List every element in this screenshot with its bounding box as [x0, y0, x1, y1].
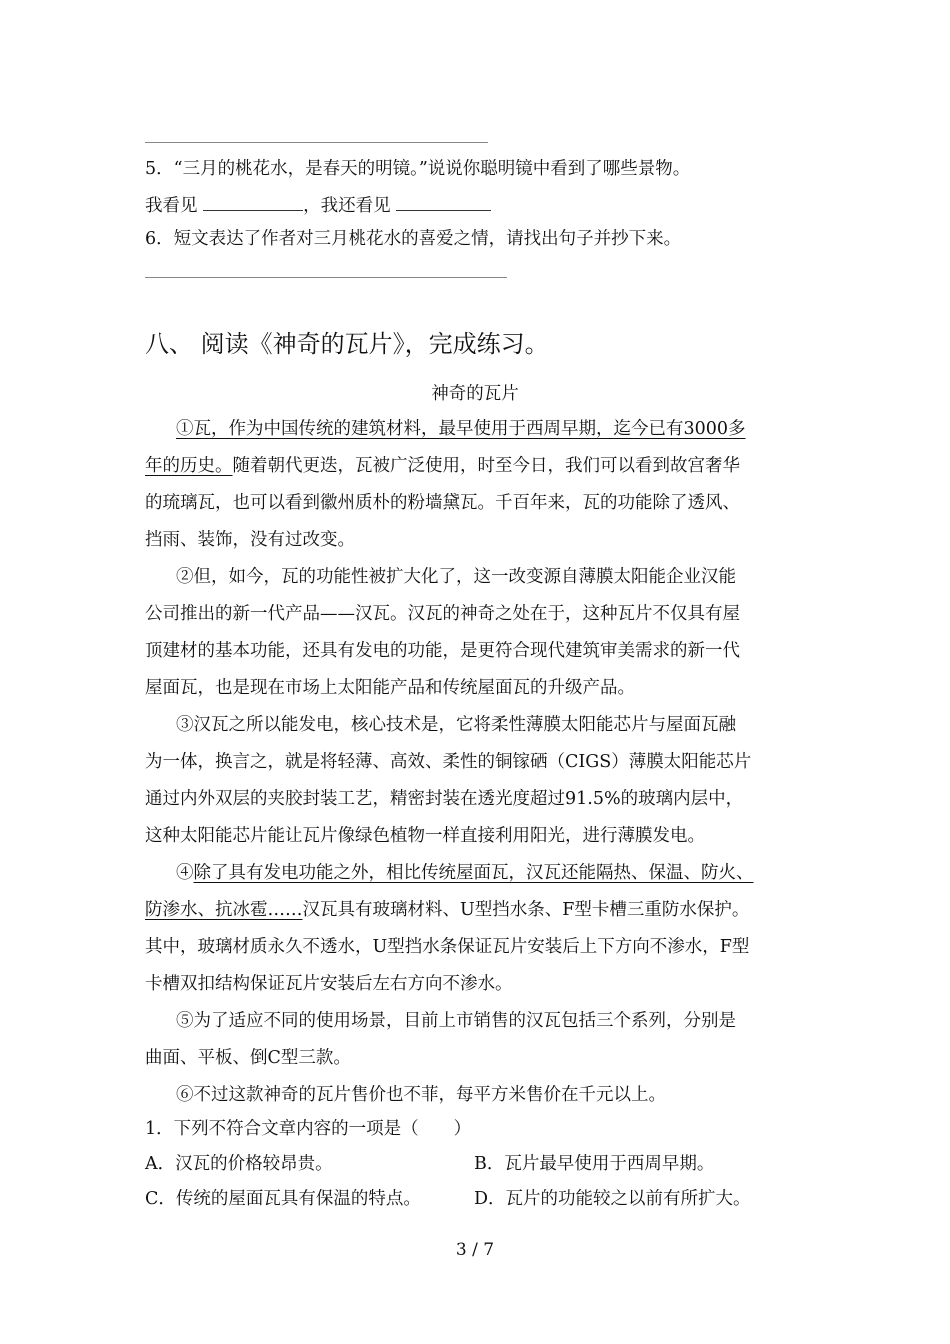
question-5-fill — [145, 192, 491, 218]
paragraph-line — [145, 898, 749, 922]
blank-input-a[interactable] — [203, 192, 303, 211]
underlined-sentence: ①瓦，作为中国传统的建筑材料，最早使用于西周早期，迄今已有3000多 — [176, 419, 746, 439]
section-title: 八、 阅读《神奇的瓦片》，完成练习。 — [145, 330, 549, 358]
answer-line — [145, 277, 507, 278]
paragraph-line: ⑥不过这款神奇的瓦片售价也不菲，每平方米售价在千元以上。 — [176, 1085, 666, 1105]
paragraph-line: ⑤为了适应不同的使用场景，目前上市销售的汉瓦包括三个系列，分别是 — [176, 1011, 736, 1031]
text-span: 汉瓦具有玻璃材料、U型挡水条、F型卡槽三重防水保护。 — [302, 900, 750, 920]
paragraph-line: ②但，如今，瓦的功能性被扩大化了，这一改变源自薄膜太阳能企业汉能 — [176, 567, 736, 587]
option-a[interactable]: A．汉瓦的价格较昂贵。 — [145, 1154, 333, 1174]
mcq-stem: 1．下列不符合文章内容的一项是（ ） — [145, 1119, 472, 1139]
article-title: 神奇的瓦片 — [431, 384, 519, 404]
paragraph-line: 公司推出的新一代产品——汉瓦。汉瓦的神奇之处在于，这种瓦片不仅具有屋 — [145, 604, 740, 624]
paragraph-line — [145, 454, 740, 478]
paragraph-line — [176, 417, 746, 441]
option-c[interactable]: C．传统的屋面瓦具有保温的特点。 — [145, 1189, 421, 1209]
paragraph-line: 这种太阳能芯片能让瓦片像绿色植物一样直接利用阳光，进行薄膜发电。 — [145, 826, 705, 846]
paragraph-line: 屋面瓦，也是现在市场上太阳能产品和传统屋面瓦的升级产品。 — [145, 678, 635, 698]
paragraph-line: 其中，玻璃材质永久不透水，U型挡水条保证瓦片安装后上下方向不渗水，F型 — [145, 937, 750, 957]
underlined-sentence: 除了具有发电功能之外，相比传统屋面瓦，汉瓦还能隔热、保温、防火、 — [193, 863, 754, 883]
paragraph-line — [176, 861, 754, 885]
paragraph-line: 为一体，换言之，就是将轻薄、高效、柔性的铜镓硒（CIGS）薄膜太阳能芯片 — [145, 752, 752, 772]
fill-label-b: ，我还看见 — [303, 196, 391, 216]
paragraph-line: 曲面、平板、倒C型三款。 — [145, 1048, 351, 1068]
fill-label-a: 我看见 — [145, 196, 198, 216]
page-number: 3 / 7 — [455, 1240, 495, 1260]
option-d[interactable]: D．瓦片的功能较之以前有所扩大。 — [474, 1189, 751, 1209]
underlined-sentence: 防渗水、抗冰雹…… — [145, 900, 303, 920]
paragraph-line: 的琉璃瓦，也可以看到徽州质朴的粉墙黛瓦。千百年来，瓦的功能除了透风、 — [145, 493, 740, 513]
paragraph-line: 顶建材的基本功能，还具有发电的功能，是更符合现代建筑审美需求的新一代 — [145, 641, 740, 661]
question-6: 6．短文表达了作者对三月桃花水的喜爱之情，请找出句子并抄下来。 — [145, 229, 682, 249]
option-b[interactable]: B．瓦片最早使用于西周早期。 — [474, 1154, 715, 1174]
paragraph-line: 卡槽双扣结构保证瓦片安装后左右方向不渗水。 — [145, 974, 513, 994]
paragraph-number: ④ — [176, 863, 194, 883]
answer-line — [145, 142, 488, 143]
paragraph-line: ③汉瓦之所以能发电，核心技术是，它将柔性薄膜太阳能芯片与屋面瓦融 — [176, 715, 736, 735]
paragraph-line: 挡雨、装饰，没有过改变。 — [145, 530, 355, 550]
blank-input-b[interactable] — [396, 192, 491, 211]
paragraph-line: 通过内外双层的夹胶封装工艺，精密封装在透光度超过91.5%的玻璃内层中， — [145, 789, 744, 809]
text-span: 随着朝代更迭，瓦被广泛使用，时至今日，我们可以看到故宫奢华 — [232, 456, 740, 476]
question-5: 5．“三月的桃花水，是春天的明镜。”说说你聪明镜中看到了哪些景物。 — [145, 159, 691, 179]
underlined-sentence: 年的历史。 — [145, 456, 233, 476]
